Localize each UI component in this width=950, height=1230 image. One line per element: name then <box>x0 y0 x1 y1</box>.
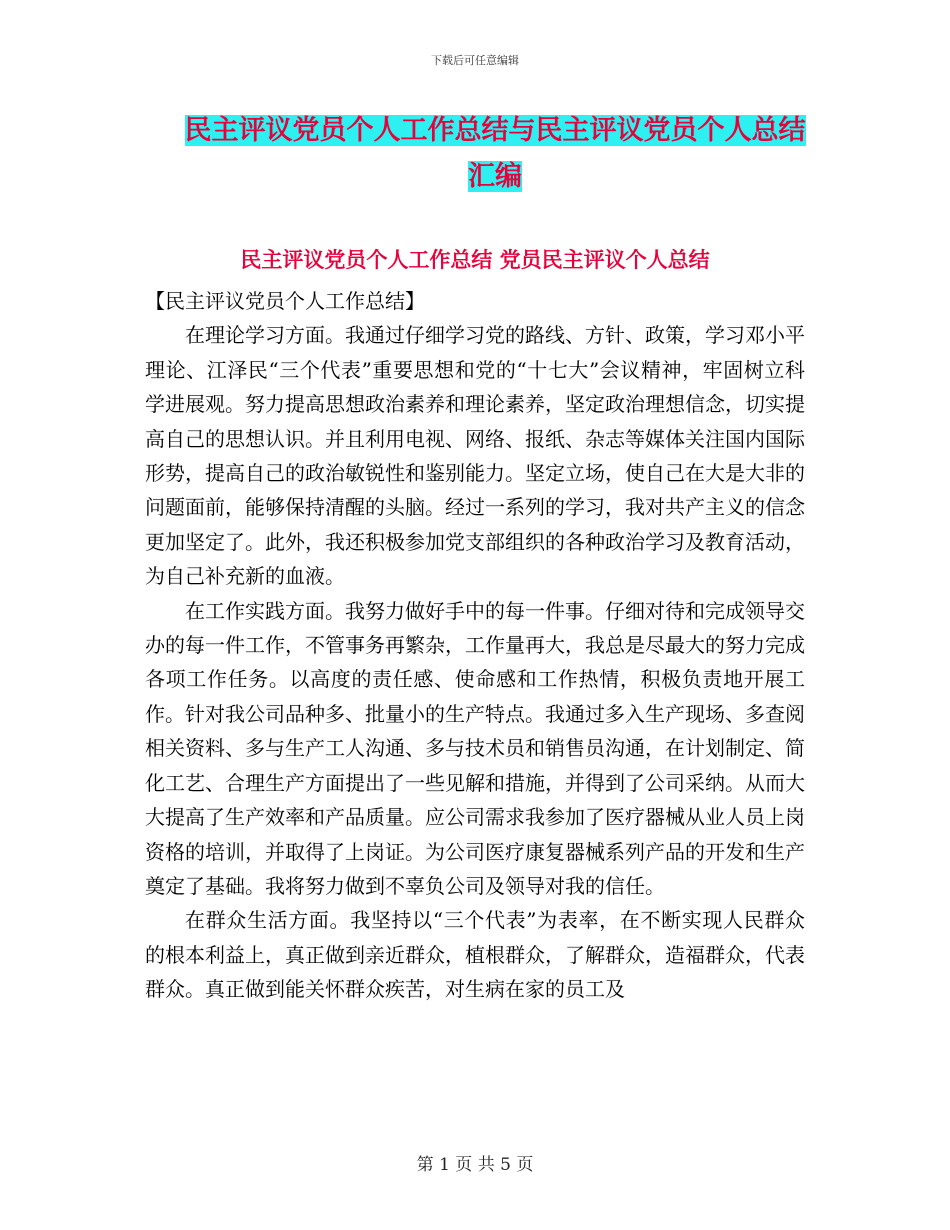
section-label: 【民主评议党员个人工作总结】 <box>145 289 425 313</box>
title-highlight-1: 民主评议党员个人工作总结与民主评议党员个人总结 <box>184 115 806 146</box>
paragraph-work: 在工作实践方面。我努力做好手中的每一件事。仔细对待和完成领导交办的每一件工作，不管事务再繁杂，工作量再大，我总是尽最大的努力完成各项工作任务。以高度的责任感、使命感和工作热情，积极负责地开展工作。针对我公司品种多、批量小的生产特点。我通过多入生产现场、多查阅相关资料、多与生产工人沟通、多与技术员和销售员沟通，在计划制定、简化工艺、合理生产方面提出了一些见解和措施，并得到了公司采纳。从而大大提高了生产效率和产品质量。应公司需求我参加了医疗器械从业人员上岗资格的培训，并取得了上岗证。为公司医疗康复器械系列产品的开发和生产奠定了基础。我将努力做到不辜负公司及领导对我的信任。 <box>145 598 805 898</box>
paragraph-theory: 在理论学习方面。我通过仔细学习党的路线、方针、政策，学习邓小平理论、江泽民“三个代表”重要思想和党的“十七大”会议精神，牢固树立科学进展观。努力提高思想政治素养和理论素养，坚定政治理想信念，切实提高自己的思想认识。并且利用电视、网络、报纸、杂志等媒体关注国内国际形势，提高自己的政治敏锐性和鉴别能力。坚定立场，使自己在大是大非的问题面前，能够保持清醒的头脑。经过一系列的学习，我对共产主义的信念更加坚定了。此外，我还积极参加党支部组织的各种政治学习及教育活动，为自己补充新的血液。 <box>145 323 805 589</box>
page-number: 第 1 页 共 5 页 <box>416 1155 534 1175</box>
document-subtitle: 民主评议党员个人工作总结 党员民主评议个人总结 <box>240 247 710 272</box>
title-highlight-2: 汇编 <box>468 161 522 192</box>
document-title <box>145 108 845 200</box>
document-title-line-2 <box>145 154 845 200</box>
paragraph-masses: 在群众生活方面。我坚持以“三个代表”为表率，在不断实现人民群众的根本利益上，真正做到亲近群众，植根群众，了解群众，造福群众，代表群众。真正做到能关怀群众疾苦，对生病在家的员工及 <box>145 908 805 1002</box>
document-title-line-1 <box>145 108 845 154</box>
header-note: 下载后可任意编辑 <box>431 54 519 67</box>
document-body <box>145 284 805 1007</box>
